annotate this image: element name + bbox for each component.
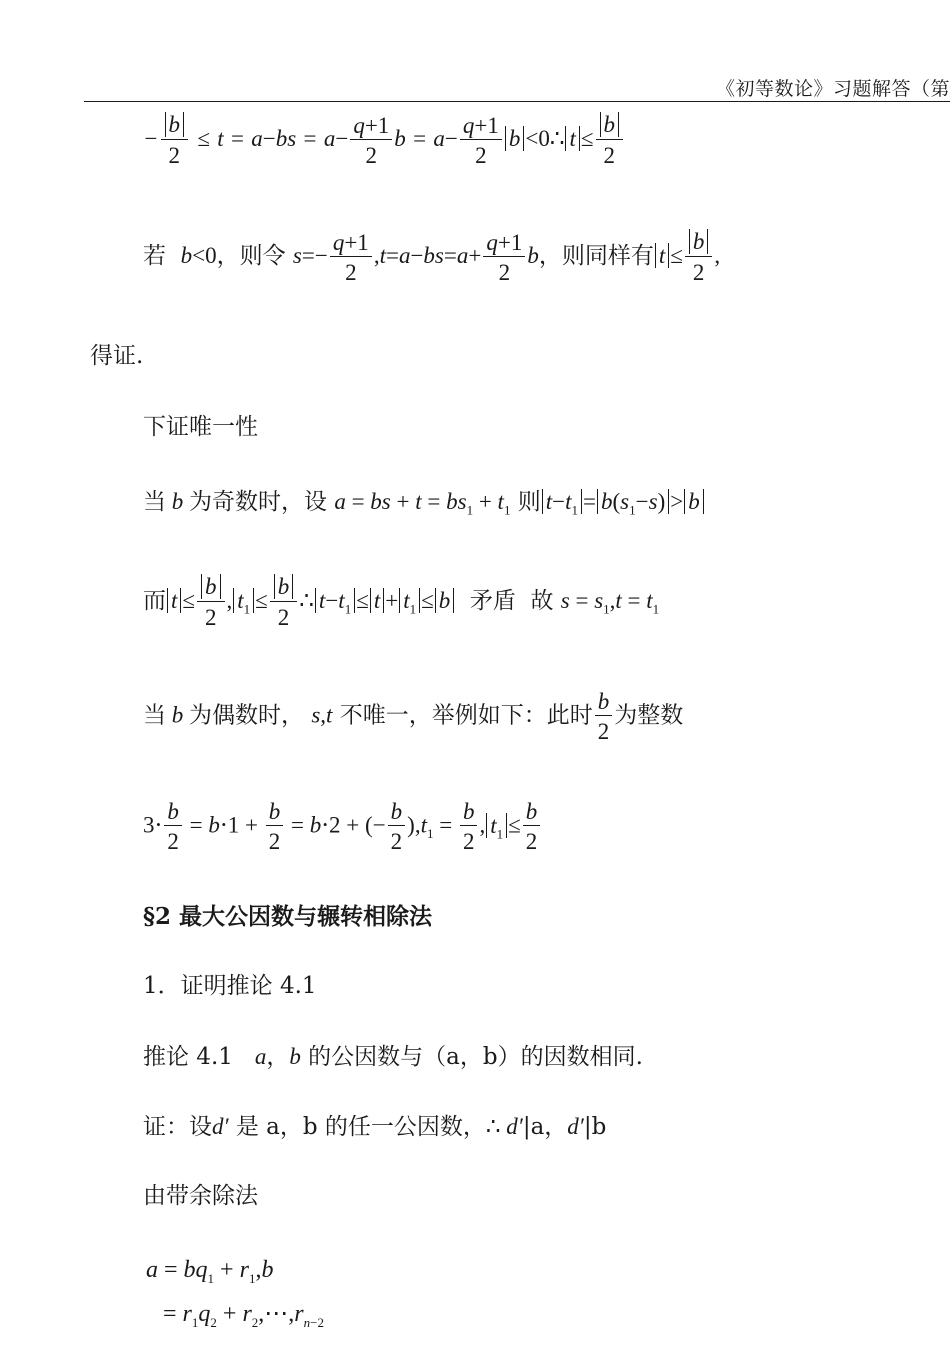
er-text: 而 <box>143 588 166 614</box>
equation-line-1: − $\frac{b}{2}$ ≤ t = a−bs = a− $\frac{q+1}{2}$ b = a− $\frac{q+1}{2}$ b <0∴ t ≤ $\frac{b}{2}$ <box>143 113 625 167</box>
ruo-then2-text: ，则同样有 <box>538 243 654 269</box>
de-zheng: 得证. <box>90 343 144 369</box>
odd-prefix: 当 <box>143 489 166 515</box>
ruo-text: 若 <box>143 243 166 269</box>
even-prefix: 当 <box>143 702 166 729</box>
corollary-line: 推论 4.1 a，b 的公因数与（a，b）的因数相同. <box>143 1044 643 1070</box>
header-title: 《初等数论》习题解答（第 <box>715 78 950 100</box>
section-heading: §2 最大公因数与辗转相除法 <box>143 903 433 930</box>
division-equation-2: = $r_1q_2$ + $r_2,\cdots,r_{n-2}$ <box>163 1301 324 1330</box>
ruo-then-text: ，则令 <box>216 243 286 269</box>
odd-mid: 为奇数时，设 <box>189 489 327 515</box>
proof-da: |a， <box>522 1114 568 1140</box>
header-rule <box>84 101 950 102</box>
odd-case-line: 当 b 为奇数时，设 a = bs + $t = bs_1 + t_1$ 则 $t-t_1 = b(s_1-s) > b$ <box>143 490 705 517</box>
example-equation: 3⋅ $\frac{b}{2}$ = b⋅1 + $\frac{b}{2}$ = b⋅2 + (− $\frac{b}{2}$ )$,t_1$ = $\frac{b}{2}$ , $t_1$ ≤ $\frac{b}{2}$ <box>143 800 542 853</box>
maodun-text: 矛盾 <box>469 588 516 614</box>
er-line: 而 t ≤ $\frac{b}{2}$ , $t_1$ ≤ $\frac{b}{2}$ ∴ $t-t_1 \le t + t_1 \le b$ 矛盾 故 $s = s_1,t = t_1$ <box>143 574 660 630</box>
proof-mid: 是 a，b 的任一公因数， <box>235 1114 486 1140</box>
division-intro: 由带余除法 <box>143 1183 258 1209</box>
corollary-label: 推论 4.1 <box>143 1044 233 1070</box>
gu-text: 故 <box>530 588 554 614</box>
uniqueness-intro: 下证唯一性 <box>143 414 258 440</box>
proof-prefix: 证：设 <box>143 1114 212 1140</box>
division-equation-1: $a = bq_1 + r_1,b$ <box>146 1257 274 1286</box>
even-case-line: 当 b 为偶数时， s,t 不唯一，举例如下：此时 $\frac{b}{2}$ 为整数 <box>143 689 684 744</box>
item-1: 1．证明推论 4.1 <box>143 973 317 999</box>
odd-ze: 则 <box>517 489 541 515</box>
even-end: 为整数 <box>614 702 684 729</box>
equation-line-ruo: 若 b<0，则令 s=− $\frac{q+1}{2}$ ,t=a−bs=a+ $\frac{q+1}{2}$ b，则同样有 t ≤ $\frac{b}{2}$ , <box>143 229 721 285</box>
even-mid: 为偶数时， <box>189 702 304 729</box>
even-tail: 不唯一，举例如下：此时 <box>339 702 593 729</box>
proof-db: |b <box>583 1114 607 1140</box>
corollary-text: 的公因数与（a，b）的因数相同. <box>308 1044 643 1070</box>
proof-line: 证：设d′ 是 a，b 的任一公因数，∴ d′|a，d′|b <box>143 1114 607 1140</box>
